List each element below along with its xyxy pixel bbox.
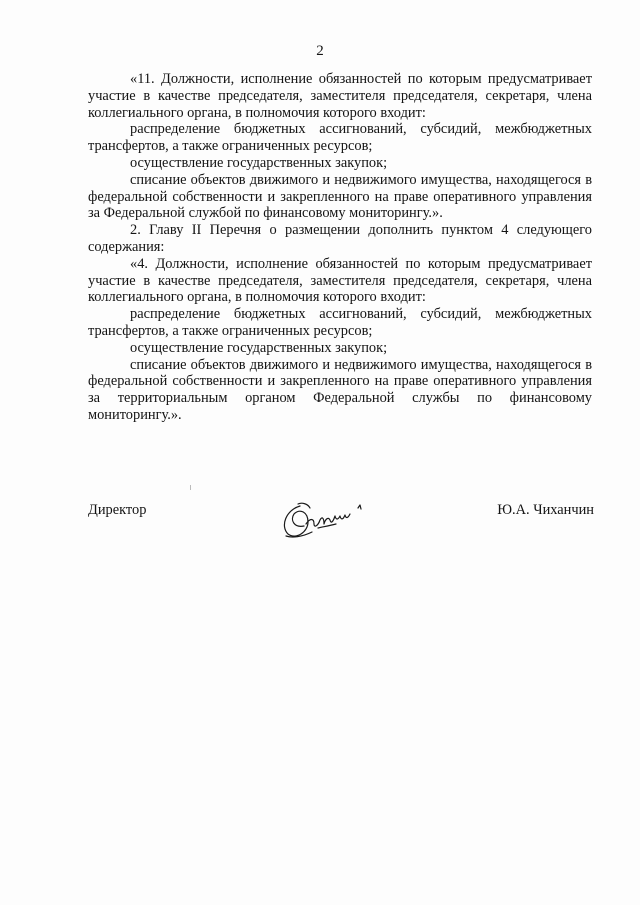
paragraph: осуществление государственных закупок; [130,154,388,171]
paragraph: распределение бюджетных ассигнований, субсидий, межбюджетных трансфертов, а также ограниченных ресурсов; [88,121,592,155]
paragraph: списание объектов движимого и недвижимого имущества, находящегося в федеральной собственности и закрепленного на праве оперативного управления за территориальным органом Федеральной службы по финансовому мониторингу.». [88,356,592,423]
paragraph: списание объектов движимого и недвижимого имущества, находящегося в федеральной собственности и закрепленного на праве оперативного управления за Федеральной службой по финансовому мониторингу.». [88,171,592,222]
page-number: 2 [316,43,324,59]
paragraph: распределение бюджетных ассигнований, субсидий, межбюджетных трансфертов, а также ограниченных ресурсов; [88,306,592,339]
paragraph: 2. Главу II Перечня о размещении дополнить пунктом 4 следующего содержания: [88,222,592,255]
paragraph: осуществление государственных закупок; [130,339,388,356]
paragraph: «4. Должности, исполнение обязанностей по которым предусматривает участие в качестве председателя, заместителя председателя, секретаря, члена коллегиального органа, в полномочия которого входит: [88,255,592,306]
signatory-title: Директор [88,502,147,518]
scan-speck [190,485,191,490]
paragraph: «11. Должности, исполнение обязанностей по которым предусматривает участие в качестве председателя, заместителя председателя, секретаря, члена коллегиального органа, в полномочия которого входит: [88,71,592,121]
signature-block [88,502,594,552]
handwritten-signature-icon [278,496,378,546]
document-body [88,71,592,424]
signatory-name: Ю.А. Чиханчин [497,502,594,518]
